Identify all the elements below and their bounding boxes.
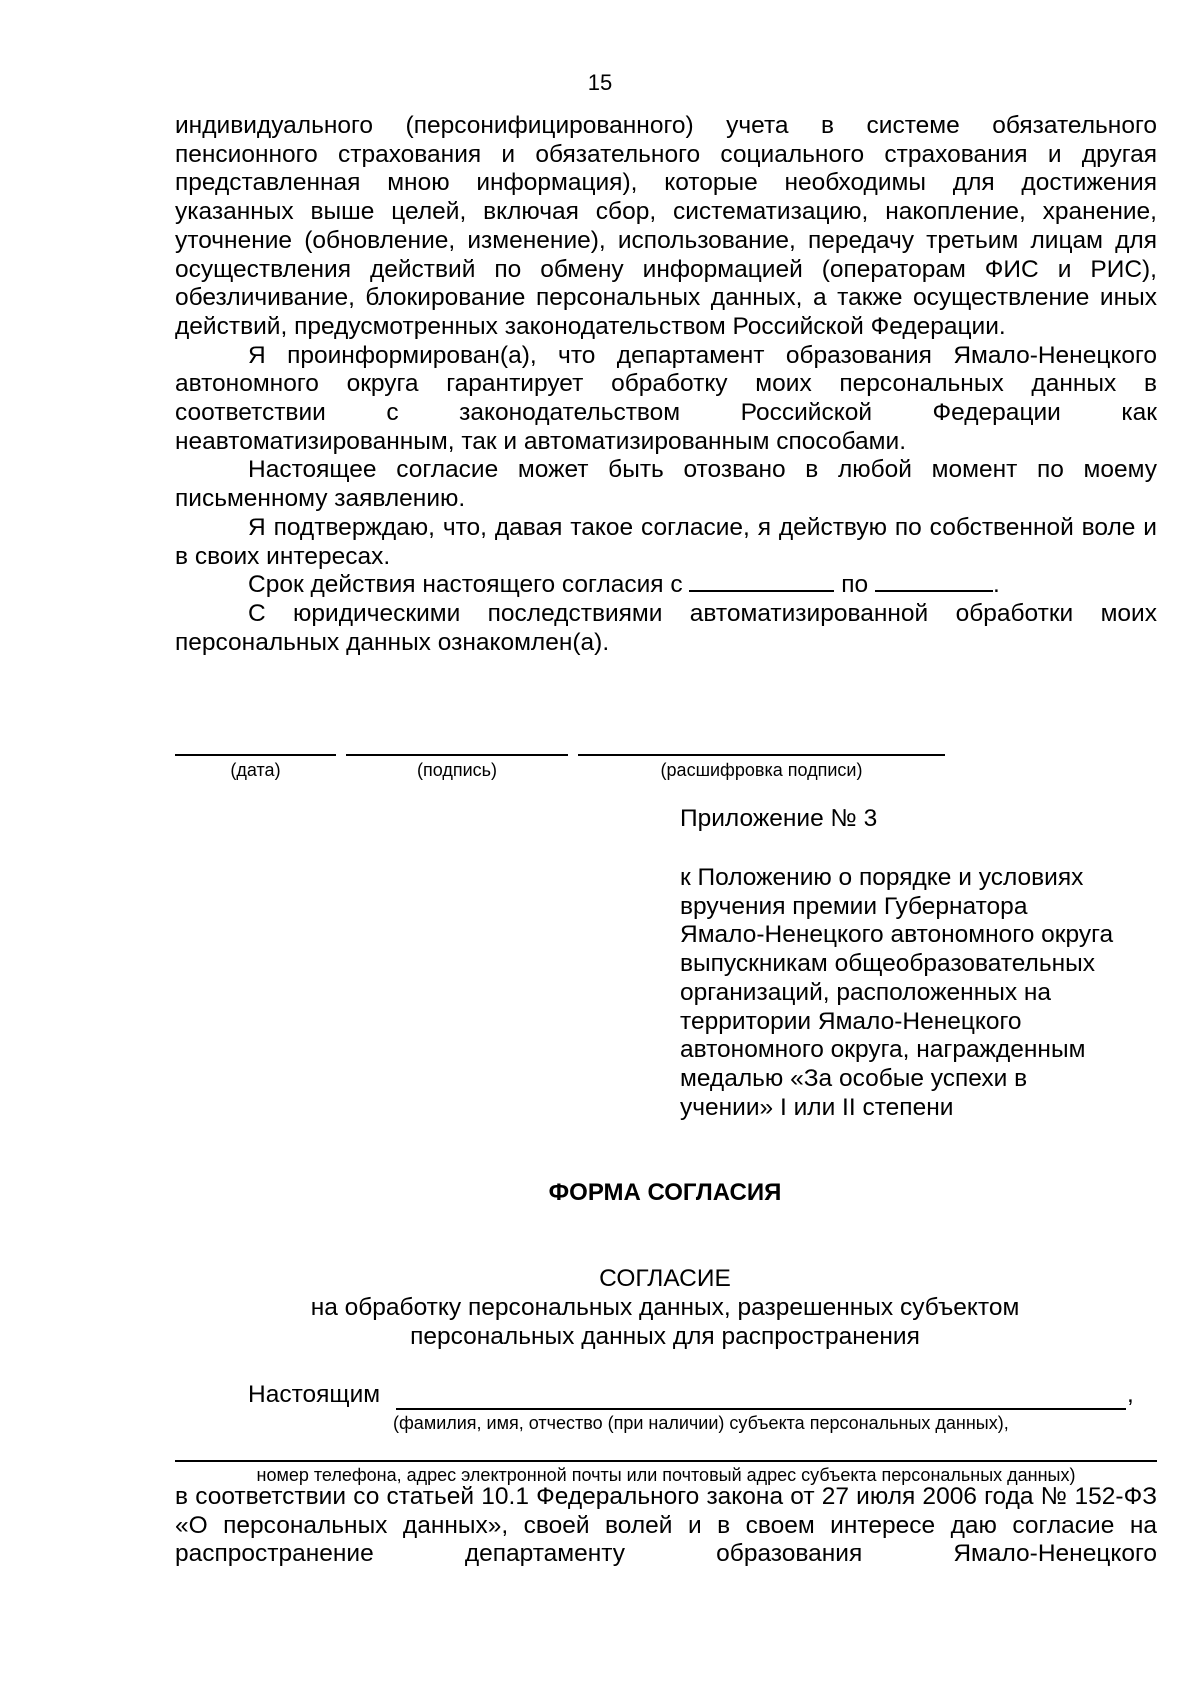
consent-body (175, 1483, 1157, 1569)
date-field (175, 733, 336, 781)
form-heading: ФОРМА СОГЛАСИЯ (548, 1179, 782, 1206)
validity-end-blank (875, 572, 993, 592)
consent-title-block (0, 1264, 1200, 1351)
appendix-line: территории Ямало-Ненецкого (680, 1007, 1022, 1035)
validity-middle: по (841, 571, 869, 599)
decoding-field (578, 733, 945, 781)
paragraph-informed: Я проинформирован(а), что департамент образования Ямало-Ненецкого автономного округа гарантирует обработку моих персональных данных в соответствии с законодательством Российской Федерации как неавтоматизированным, так и автоматизированным способами. (175, 341, 1157, 455)
date-line (175, 754, 336, 756)
hereby-row (175, 1381, 1157, 1417)
decoding-line (578, 754, 945, 756)
appendix-line: организаций, расположенных на (680, 978, 1052, 1006)
name-blank-line (396, 1408, 1126, 1410)
validity-start-blank (689, 572, 834, 592)
intro-paragraph: индивидуального (персонифицированного) учета в системе обязательного пенсионного страхования и обязательного социального страхования и другая представленная мною информация), которые необходимы для достижения указанных выше целей, включая сбор, систематизацию, накопление, хранение, уточнение (обновление, изменение), использование, передачу третьим лицам для осуществления действий по обмену информацией (операторам ФИС и РИС), обезличивание, блокирование персональных данных, а также осуществление иных действий, предусмотренных законодательством Российской Федерации. (175, 112, 1157, 340)
contacts-hint: номер телефона, адрес электронной почты или почтовый адрес субъекта персональных данных) (256, 1465, 1076, 1485)
signature-row (175, 733, 975, 793)
signature-line (346, 754, 568, 756)
validity-prefix: Срок действия настоящего согласия с (248, 571, 683, 599)
consent-subtitle-line: персональных данных для распространения (410, 1323, 920, 1350)
appendix-line: вручения премии Губернатора (680, 892, 1028, 920)
appendix-line: учении» I или II степени (680, 1093, 954, 1121)
hereby-comma: , (1127, 1381, 1134, 1408)
validity-suffix: . (992, 571, 1000, 599)
paragraph-revoke: Настоящее согласие может быть отозвано в любой момент по моему письменному заявлению. (175, 456, 1157, 513)
consent-subtitle-line: на обработку персональных данных, разрешенных субъектом (310, 1294, 1020, 1321)
paragraph-consequences: С юридическими последствиями автоматизированной обработки моих персональных данных ознакомлен(а). (175, 599, 1157, 656)
consent-body-text: в соответствии со статьей 10.1 Федерального закона от 27 июля 2006 года № 152-ФЗ «О персональных данных», своей волей и в своем интересе даю согласие на распространение департаменту образования Ямало-Ненецкого (175, 1483, 1157, 1568)
appendix-block (680, 864, 1160, 1122)
contacts-blank-line (175, 1460, 1157, 1462)
appendix-line: Ямало-Ненецкого автономного округа (680, 921, 1114, 949)
signature-field (346, 733, 568, 781)
name-hint: (фамилия, имя, отчество (при наличии) субъекта персональных данных), (393, 1413, 1009, 1433)
consent-title: СОГЛАСИЕ (599, 1265, 731, 1292)
appendix-title-text: Приложение № 3 (680, 805, 878, 832)
paragraph-validity (175, 571, 1157, 600)
appendix-line: к Положению о порядке и условиях (680, 864, 1084, 891)
signature-label: (подпись) (416, 760, 498, 780)
appendix-title (680, 805, 1160, 834)
body-text (175, 112, 1157, 657)
date-label: (дата) (230, 760, 281, 780)
appendix-line: автономного округа, награжденным (680, 1036, 1086, 1064)
page-number: 15 (587, 70, 613, 95)
decoding-label: (расшифровка подписи) (660, 760, 863, 780)
paragraph-confirm: Я подтверждаю, что, давая такое согласие, я действую по собственной воле и в своих интересах. (175, 513, 1157, 570)
appendix-line: медалью «За особые успехи в (680, 1064, 1028, 1092)
hereby-label: Настоящим (248, 1381, 381, 1408)
appendix-line: выпускникам общеобразовательных (680, 950, 1096, 978)
